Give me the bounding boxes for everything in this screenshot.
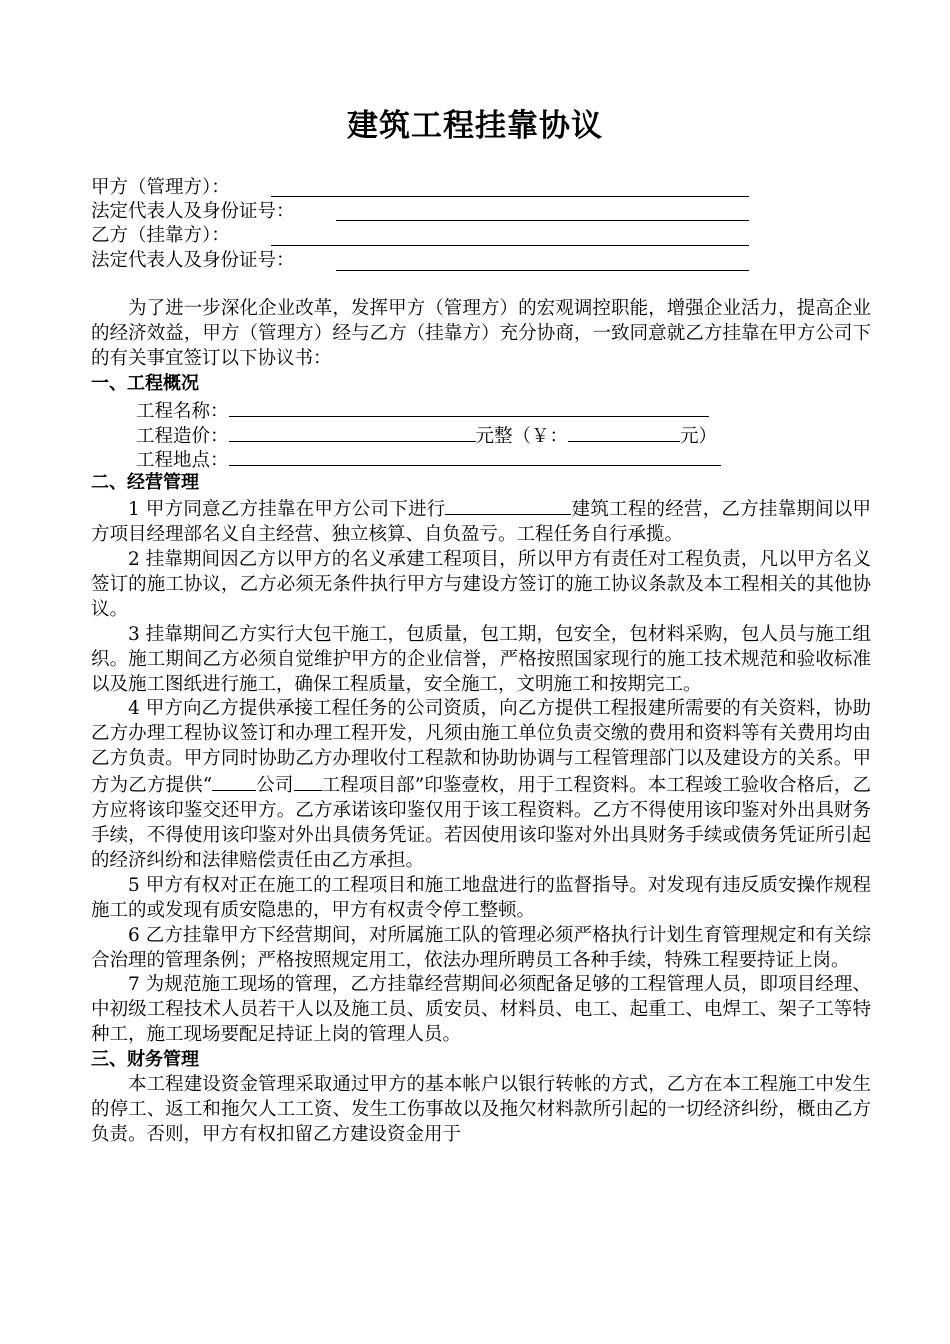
agreement-body (91, 297, 871, 1148)
project-name-label: 工程名称： (136, 400, 229, 422)
party-b-representative-field[interactable] (336, 270, 749, 271)
project-cost-label: 工程造价： (136, 425, 229, 447)
project-type-field[interactable] (445, 496, 571, 515)
party-a-representative-field[interactable] (336, 220, 749, 221)
section-3-paragraph: 本工程建设资金管理采取通过甲方的基本帐户以银行转帐的方式，乙方在本工程施工中发生的停工、返工和拖欠人工工资、发生工伤事故以及拖欠材料款所引起的一切经济纠纷，概由乙方负责。否则，甲方有权扣留乙方建设资金用于 (91, 1074, 871, 1145)
party-a-representative-label: 法定代表人及身份证号： (91, 201, 295, 222)
section-2-item-7: 7 为规范施工现场的管理，乙方挂靠经营期间必须配备足够的工程管理人员，即项目经理、中初级工程技术人员若干人以及施工员、质安员、材料员、电工、起重工、电焊工、架子工等特种工，施工现场要配足持证上岗的管理人员。 (91, 974, 871, 1046)
party-a-field[interactable] (271, 196, 749, 197)
project-location-field[interactable] (229, 446, 721, 466)
section-2-item-6: 6 乙方挂靠甲方下经营期间，对所属施工队的管理必须严格执行计划生育管理规定和有关综合治理的管理条例；严格按照规定用工，依法办理所聘员工各种手续，特殊工程要持证上岗。 (91, 924, 871, 971)
section-1-heading: 一、工程概况 (91, 372, 199, 394)
section-2-heading: 二、经营管理 (91, 472, 199, 494)
section-2-item-1: 1 甲方同意乙方挂靠在甲方公司下进行 建筑工程的经营，乙方挂靠期间以甲方项目经理部名义自主经营、独立核算、自负盈亏。工程任务自行承揽。 (91, 496, 871, 548)
section-2-item-4: 4 甲方向乙方提供承接工程任务的公司资质，向乙方提供工程报建所需要的有关资料，协助乙方办理工程协议签订和办理工程开发，凡须由施工单位负责交缴的费用和资料等有关费用均由乙方负责。甲方同时协助乙方办理收付工程款和协助协调与工程管理部门以及建设方的关系。甲方为乙方提供“ 公司 工程项目部”印鉴壹枚，用于工程资料。本工程竣工验收合格后，乙方应将该印鉴交还甲方。乙方承诺该印鉴仅用于该工程资料。乙方不得使用该印鉴对外出具财务手续，不得使用该印鉴对外出具债务凭证。若因使用该印鉴对外出具财务手续或债务凭证所引起的经济纠纷和法律赔偿责任由乙方承担。 (91, 698, 871, 871)
project-cost-row (91, 422, 871, 447)
project-cost-close: 元） (680, 425, 718, 447)
section-2-item-3: 3 挂靠期间乙方实行大包干施工，包质量，包工期，包安全，包材料采购，包人员与施工组织。施工期间乙方必须自觉维护甲方的企业信誉，严格按照国家现行的施工技术规范和验收标准以及施工图纸进行施工，确保工程质量，安全施工，文明施工和按期完工。 (91, 623, 871, 695)
section-2-item-5: 5 甲方有权对正在施工的工程项目和施工地盘进行的监督指导。对发现有违反质安操作规程施工的或发现有质安隐患的，甲方有权责令停工整顿。 (91, 874, 871, 921)
project-name-row (91, 397, 871, 422)
intro-paragraph: 为了进一步深化企业改革，发挥甲方（管理方）的宏观调控职能，增强企业活力，提高企业的经济效益，甲方（管理方）经与乙方（挂靠方）充分协商，一致同意就乙方挂靠在甲方公司下的有关事宜签订以下协议书： (91, 298, 871, 369)
project-cost-unit: 元整（￥： (475, 425, 569, 447)
party-b-field[interactable] (271, 245, 749, 246)
company-name-field[interactable] (212, 772, 256, 791)
document-title: 建筑工程挂靠协议 (347, 108, 603, 144)
project-location-row (91, 446, 871, 471)
section-2-item-2: 2 挂靠期间因乙方以甲方的名义承建工程项目，所以甲方有责任对工程负责，凡以甲方名义签订的施工协议，乙方必须无条件执行甲方与建设方签订的施工协议条款及本工程相关的其他协议。 (91, 549, 871, 620)
project-name-field[interactable] (229, 397, 709, 417)
project-cost-field[interactable] (229, 422, 476, 442)
party-b-representative-label: 法定代表人及身份证号： (91, 250, 295, 271)
project-cost-number-field[interactable] (568, 422, 680, 442)
party-a-label: 甲方（管理方）： (91, 177, 230, 198)
section-3-heading: 三、财务管理 (91, 1049, 199, 1071)
project-location-label: 工程地点： (136, 450, 229, 472)
party-b-label: 乙方（挂靠方）： (91, 225, 230, 246)
project-dept-field[interactable] (294, 772, 322, 791)
